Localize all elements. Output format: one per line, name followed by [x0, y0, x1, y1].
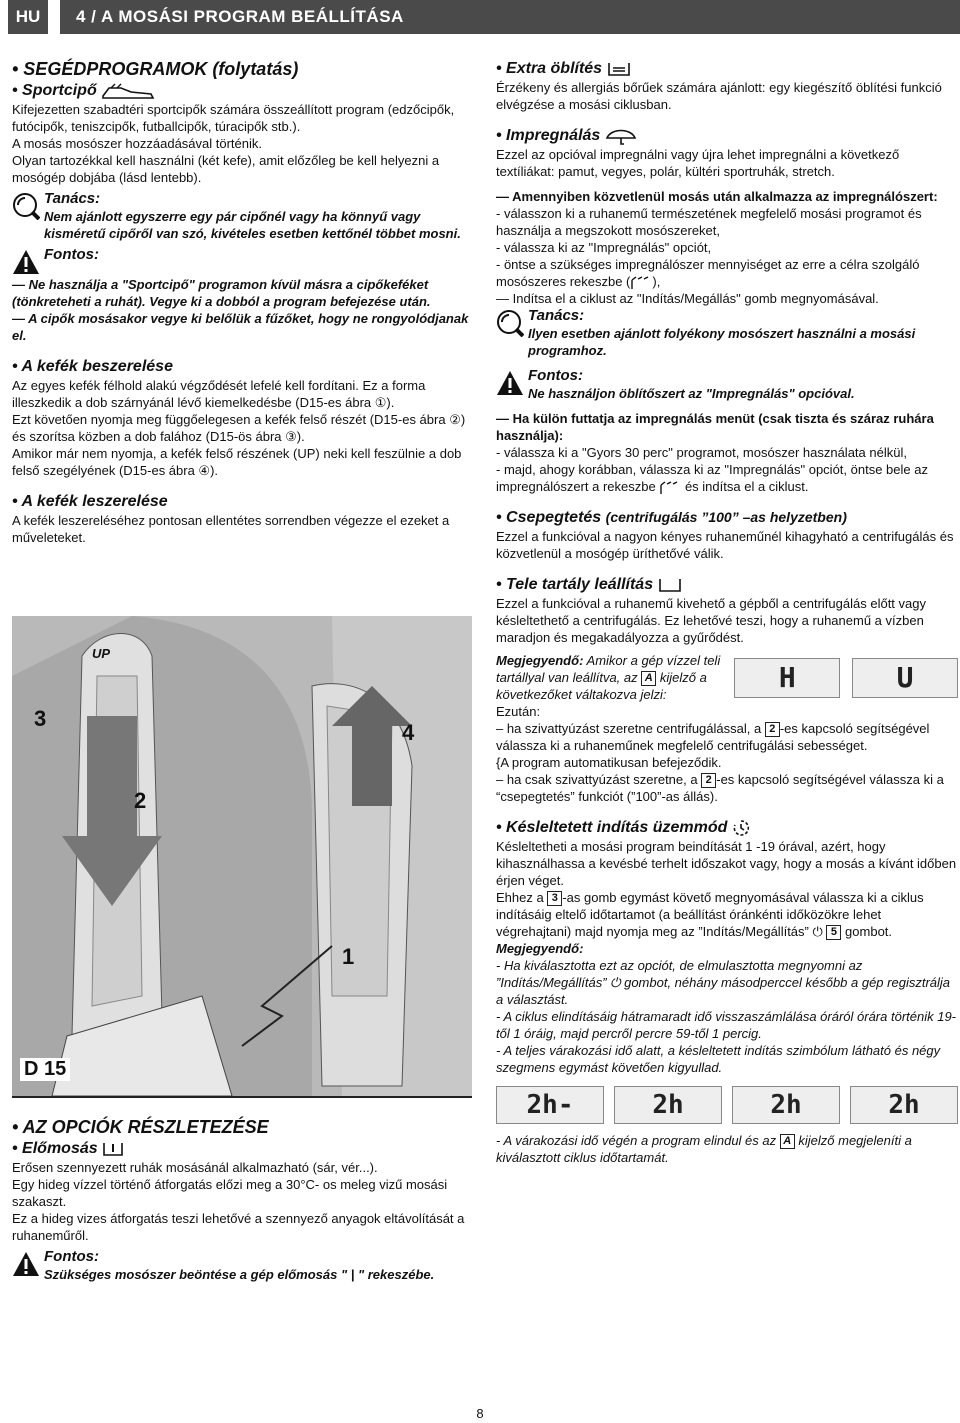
- remove-p1: A kefék leszereléséhez pontosan ellentétes sorrendben végezze el ezeket a műveleteket.: [12, 513, 450, 545]
- options-section: [12, 1116, 476, 1283]
- tele-d2: {A program automatikusan befejeződik.: [496, 755, 722, 771]
- sportcipo-p2: A mosás mosószer hozzáadásával történik.: [12, 136, 263, 151]
- csep-title: • Csepegtetés (centrifugálás ”100” –as helyzetben): [496, 509, 847, 526]
- install-p1: Az egyes kefék félhold alakú végződését lefelé kell fordítani. Ez a forma illeszkedik a dob szárnyánál lévő kiemelkedésbe (D15-es ábra ①).: [12, 378, 426, 410]
- figure-label: D 15: [20, 1058, 70, 1081]
- impreg-step-4: — Indítsa el a ciklust az "Indítás/Megállás" gomb megnyomásával.: [496, 291, 879, 306]
- install-title: • A kefék beszerelése: [12, 358, 173, 375]
- right-column: [496, 58, 958, 1166]
- impreg-separate-2: - majd, ahogy korábban, válassza ki az "Impregnálás" opciót, öntse bele az impregnálószert a rekeszbe és indítsa el a ciklust.: [496, 462, 928, 494]
- magnifier-icon: [496, 309, 524, 337]
- impreg-separate-1: - válassza ki a "Gyors 30 perc" programot, mosószer használata nélkül,: [496, 445, 907, 460]
- tele-d3: – ha csak szivattyúzást szeretne, a 2 -es kapcsoló segítségével válassza ki a “csepegtetés” funkciót (”100”-as állás).: [496, 772, 944, 805]
- up-label: UP: [92, 646, 111, 661]
- delay-note-4: - A várakozási idő végén a program elindul és az A kijelző megjeleníti a kiválasztott ciklus időtartamát.: [496, 1133, 912, 1166]
- important-text-2: — A cipők mosásakor vegye ki belőlük a fűzőket, hogy ne rongyolódjanak el.: [12, 311, 469, 343]
- impreg-important-box: [496, 367, 958, 402]
- important-text-1: — Ne használja a "Sportcipő" programon kívül másra a cipőkeféket (tönkreteheti a ruhát). Vegye ki a dobból a program befejezése után.: [12, 277, 431, 309]
- important-label: Fontos:: [44, 246, 99, 263]
- lcd-h: H: [734, 658, 840, 698]
- csep-p1: Ezzel a funkcióval a nagyon kényes ruhaneműnél kihagyható a centrifugálás és közvetlenül a mosógép üríthetővé válik.: [496, 529, 954, 561]
- impreg-tip-label: Tanács:: [528, 307, 585, 324]
- tub-icon: [658, 577, 682, 593]
- impreg-tip-text: Ilyen esetben ajánlott folyékony mosószert használni a mosási programhoz.: [528, 326, 916, 358]
- tele-note: Megjegyendő: Amikor a gép vízzel teli tartállyal van leállítva, az A kijelző a következőket váltakozva jelzi:: [496, 653, 721, 703]
- warning-icon: [496, 369, 524, 397]
- left-column: [12, 58, 476, 546]
- delay-title: • Késleltetett indítás üzemmód: [496, 817, 958, 838]
- page-number: 8: [476, 1406, 484, 1421]
- compartment-icon: [630, 276, 652, 290]
- elomosas-title: • Előmosás: [12, 1138, 476, 1159]
- lcd-delay-4: 2h: [850, 1086, 958, 1124]
- tele-d1: – ha szivattyúzást szeretne centrifugálással, a 2 -es kapcsoló segítségével válassza ki a ruhaneműnek megfelelő centrifugálási sebességet.: [496, 721, 930, 754]
- warning-icon: [12, 248, 40, 276]
- impreg-tip-box: [496, 307, 958, 359]
- tip-label: Tanács:: [44, 190, 101, 207]
- extra-p1: Érzékeny és allergiás bőrűek számára ajánlott: egy kiegészítő öblítési funkció elvégzése a mosási ciklusban.: [496, 80, 942, 112]
- warning-icon: [12, 1250, 40, 1278]
- page-title: 4 / A MOSÁSI PROGRAM BEÁLLÍTÁSA: [60, 0, 960, 34]
- tele-note-row: [496, 652, 958, 703]
- language-tab: HU: [8, 0, 48, 34]
- lcd-delay-3: 2h: [732, 1086, 840, 1124]
- delay-lcd-row: [496, 1086, 958, 1124]
- figure-number-1: 1: [342, 944, 355, 969]
- delay-note-3: - A teljes várakozási idő alatt, a késleltetett indítás szimbólum látható és négy szegmens egymást követően kigyullad.: [496, 1043, 941, 1076]
- start-stop-icon: ⏻: [812, 924, 823, 940]
- extra-rinse-icon: [607, 61, 631, 77]
- delay-clock-icon: [732, 819, 750, 837]
- elomosas-p3: Ez a hideg vizes átforgatás teszi lehetővé a szennyező anyagok eltávolítását a ruhaneműről.: [12, 1211, 465, 1243]
- figure-number-4: 4: [402, 720, 415, 745]
- shoe-icon: [101, 82, 155, 100]
- brush-illustration: [12, 616, 472, 1096]
- figure-d15: [12, 616, 472, 1098]
- tip-text: Nem ajánlott egyszerre egy pár cipőnél vagy ha könnyű vagy kisméretű cipőről van szó, kivételes esetben kettőnél többet mosni.: [44, 209, 461, 241]
- elomosas-important-box: [12, 1248, 476, 1283]
- lcd-delay-1: 2h-: [496, 1086, 604, 1124]
- umbrella-icon: [605, 126, 637, 146]
- section-title: • SEGÉDPROGRAMOK (folytatás): [12, 59, 299, 79]
- install-p2: Ezt követően nyomja meg függőelegesen a kefék felső részét (D15-es ábra ②) és szorítsa közben a dob falához (D15-ös ábra ③).: [12, 412, 466, 444]
- install-p3: Amikor már nem nyomja, a kefék felső részének (UP) neki kell feszülnie a dob felső szegélyének (D15-es ábra ④).: [12, 446, 462, 478]
- delay-p1: Késleltetheti a mosási program beindítását 1 -19 órával, azért, hogy kihasználhassa a kevésbé terhelt időszakot vagy, hogy a mosás a kívánt időben érjen véget.: [496, 839, 957, 889]
- figure-number-3: 3: [34, 706, 47, 731]
- tele-ezutan: Ezután:: [496, 704, 541, 720]
- lcd-delay-2: 2h: [614, 1086, 722, 1124]
- impreg-heading-1: — Amennyiben közvetlenül mosás után alkalmazza az impregnálószert:: [496, 189, 938, 204]
- magnifier-icon: [12, 192, 40, 220]
- important-box: [12, 246, 476, 276]
- delay-p2: Ehhez a 3 -as gomb egymást követő megnyomásával válassza ki a ciklus indításáig eltelő időtartamot (a beállítást óránkénti időközökre lehet végrehajtani) majd nyomja meg az ”Indítás/Megállítás” ⏻ 5 gombot.: [496, 890, 924, 940]
- extra-title: • Extra öblítés: [496, 58, 958, 79]
- elomosas-p2: Egy hideg vízzel történő átforgatás előzi meg a 30°C- os meleg vizű mosási szakaszt.: [12, 1177, 448, 1209]
- impreg-title: • Impregnálás: [496, 125, 958, 146]
- impreg-step-2: - válassza ki az "Impregnálás" opciót,: [496, 240, 712, 255]
- impreg-step-1: - válasszon ki a ruhanemű természetének megfelelő mosási programot és használja a megszokott mosószereket,: [496, 206, 922, 238]
- impreg-important-text: Ne használjon öblítőszert az "Impregnálás" opcióval.: [528, 386, 855, 401]
- elomosas-p1: Erősen szennyezett ruhák mosásánál alkalmazható (sár, vér...).: [12, 1160, 378, 1175]
- elomosas-important-text: Szükséges mosószer beöntése a gép előmosás " | " rekeszébe.: [44, 1267, 435, 1282]
- options-title: • AZ OPCIÓK RÉSZLETEZÉSE: [12, 1117, 269, 1137]
- delay-note-2: - A ciklus elindításáig hátramaradt idő visszaszámlálása óráról órára történik 19-től 1 óráig, majd percről percre 59-től 1 percig.: [496, 1009, 957, 1042]
- remove-title: • A kefék leszerelése: [12, 493, 168, 510]
- compartment-icon: [659, 481, 681, 495]
- sportcipo-title: • Sportcipő: [12, 80, 476, 101]
- impreg-p1: Ezzel az opcióval impregnálni vagy újra lehet impregnálni a következő textíliákat: pamut, vegyes, polár, kültéri sportruhák, stretch.: [496, 147, 900, 179]
- tele-p1: Ezzel a funkcióval a ruhanemű kivehető a gépből a centrifugálás előtt vagy késleltethető a centrifugálás. Ez lehetővé teszi, hogy a ruhanemű a vízben maradjon és megakadályozza a gyűrődést.: [496, 596, 926, 645]
- figure-number-2: 2: [134, 788, 147, 813]
- prewash-icon: [102, 1141, 124, 1157]
- sportcipo-p1: Kifejezetten szabadtéri sportcipők számára összeállított program (edzőcipők, futócipők, teniszcipők, futballcipők, túracipők stb.).: [12, 102, 455, 134]
- delay-note-1: - Ha kiválasztotta ezt az opciót, de elmulasztotta megnyomni az ”Indítás/Megállítás” ⏻ gombot, néhány másodperccel később a gép regisztrálja a választást.: [496, 958, 951, 1008]
- elomosas-important-label: Fontos:: [44, 1248, 99, 1265]
- lcd-u: U: [852, 658, 958, 698]
- impreg-important-label: Fontos:: [528, 367, 583, 384]
- sportcipo-p3: Olyan tartozékkal kell használni (két kefe), amit előzőleg be kell helyezni a mosógép dobjába (lásd lentebb).: [12, 153, 440, 185]
- impreg-step-3: - öntse a szükséges impregnálószer mennyiséget az erre a célra szolgáló mosószeres rekeszbe ( ),: [496, 257, 920, 289]
- impreg-heading-2: — Ha külön futtatja az impregnálás menüt (csak tiszta és száraz ruhára használja):: [496, 411, 934, 443]
- delay-note-label: Megjegyendő:: [496, 941, 584, 957]
- tip-box: [12, 190, 476, 242]
- start-stop-icon: ⏻: [610, 975, 621, 991]
- tele-title: • Tele tartály leállítás: [496, 574, 958, 595]
